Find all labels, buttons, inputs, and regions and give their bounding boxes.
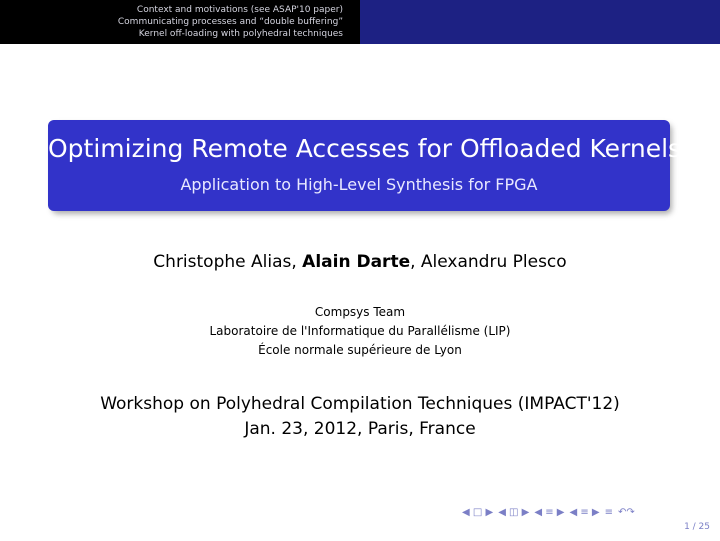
section-navigation bbox=[0, 0, 360, 44]
authors-line bbox=[0, 250, 720, 274]
headline-bar bbox=[0, 0, 720, 44]
section-link-communicating[interactable]: Communicating processes and “double buffering” bbox=[117, 17, 343, 27]
document-nav-icon[interactable]: ◀ ≡ ▶ bbox=[569, 506, 600, 518]
beamer-navigation-bar bbox=[462, 505, 714, 519]
section-link-offloading[interactable]: Kernel off-loading with polyhedral techniques bbox=[138, 29, 343, 39]
section-nav-icon[interactable]: ◀ ≡ ▶ bbox=[534, 506, 565, 518]
presentation-subtitle: Application to High-Level Synthesis for FPGA bbox=[180, 175, 538, 194]
event-date: Jan. 23, 2012, Paris, France bbox=[244, 419, 476, 439]
subsection-nav-icon[interactable]: ◀ ◫ ▶ bbox=[498, 506, 530, 518]
team-name: Compsys Team bbox=[314, 305, 406, 319]
event-name: Workshop on Polyhedral Compilation Techniques (IMPACT'12) bbox=[100, 394, 620, 414]
presentation-title: Optimizing Remote Accesses for Offloaded Kernels bbox=[48, 134, 682, 163]
institute-block bbox=[0, 303, 720, 360]
author-darte: Alain Darte bbox=[302, 252, 411, 272]
school-name: École normale supérieure de Lyon bbox=[258, 343, 462, 357]
author-plesco: Alexandru Plesco bbox=[420, 252, 567, 272]
search-back-forward-icon[interactable]: ↶↷ bbox=[618, 506, 635, 518]
lab-name: Laboratoire de l'Informatique du Parallélisme (LIP) bbox=[209, 324, 511, 338]
author-separator: , bbox=[410, 252, 421, 272]
author-separator: , bbox=[291, 252, 303, 272]
page-number: 1 / 25 bbox=[684, 522, 710, 532]
title-block bbox=[48, 120, 682, 211]
author-alias: Christophe Alias bbox=[153, 252, 292, 272]
section-link-context[interactable]: Context and motivations (see ASAP'10 paper) bbox=[136, 5, 343, 15]
appendix-nav-icon[interactable]: ≡ bbox=[604, 506, 614, 518]
frame-nav-icon[interactable]: ◀ □ ▶ bbox=[462, 506, 494, 518]
event-block bbox=[0, 392, 720, 442]
